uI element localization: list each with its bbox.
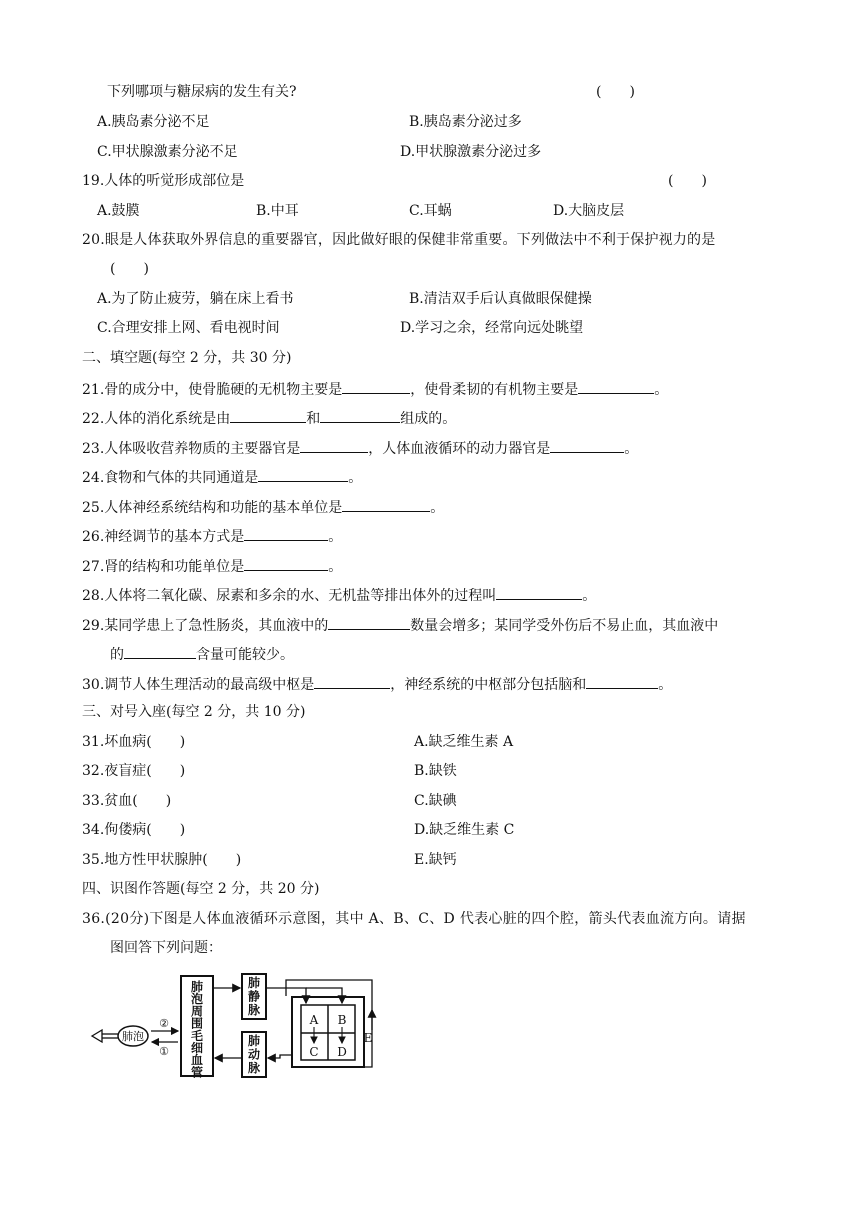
exchange-arrow-icon (92, 1030, 118, 1042)
q18-stem: 下列哪项与糖尿病的发生有关? (107, 84, 297, 100)
q19-stem: 19.人体的听觉形成部位是 (82, 173, 245, 189)
q21-text-1: 21.骨的成分中，使骨脆硬的无机物主要是 (82, 382, 343, 398)
q29-line-1 (82, 614, 718, 636)
q20-option-b: B.清洁双手后认真做眼保健操 (409, 291, 592, 307)
q22-text-2: 和 (306, 411, 321, 427)
capillary-char-4: 毛 (190, 1028, 204, 1043)
match-left-31: 31.坏血病( ) (82, 734, 186, 750)
q29-blank-1[interactable] (328, 614, 410, 630)
q20-answer-paren: ( ) (110, 261, 149, 277)
q19-option-d: D.大脑皮层 (553, 203, 625, 219)
pulmonary-vein-char-2: 脉 (247, 1003, 261, 1017)
q19-option-b: B.中耳 (256, 203, 299, 219)
q30-text-3: 。 (658, 677, 673, 693)
chamber-a: A (309, 1013, 319, 1027)
q30-text-2: ，神经系统的中枢部分包括脑和 (390, 677, 587, 693)
q30 (82, 673, 672, 695)
q26-text-2: 。 (328, 529, 343, 545)
q22-blank-1[interactable] (230, 407, 306, 423)
capillary-char-0: 肺 (190, 980, 204, 994)
blood-circulation-diagram (80, 970, 390, 1080)
q22 (82, 407, 456, 429)
pulmonary-artery-label (248, 1033, 261, 1075)
chamber-d: D (337, 1045, 347, 1059)
q27-text-2: 。 (328, 559, 343, 575)
q36-line-2: 图回答下列问题： (110, 940, 222, 956)
q21-blank-1[interactable] (342, 378, 410, 394)
arrow-2-label: ② (159, 1017, 169, 1030)
match-left-33: 33.贫血( ) (82, 793, 172, 809)
q21-text-2: ，使骨柔韧的有机物主要是 (410, 382, 579, 398)
q29-text-2: 数量会增多；某同学受外伤后不易止血，其血液中 (410, 618, 719, 634)
q21-text-3: 。 (654, 382, 669, 398)
pulmonary-vein-char-0: 肺 (247, 976, 261, 990)
q27-text-1: 27.肾的结构和功能单位是 (82, 559, 245, 575)
q18-option-d: D.甲状腺激素分泌过多 (400, 144, 542, 160)
loop-e (286, 980, 372, 1067)
q20-option-a: A.为了防止疲劳，躺在床上看书 (97, 291, 294, 307)
match-left-35: 35.地方性甲状腺肿( ) (82, 852, 242, 868)
q26-blank-1[interactable] (244, 525, 328, 541)
match-left-34: 34.佝偻病( ) (82, 822, 186, 838)
q28-text-1: 28.人体将二氧化碳、尿素和多余的水、无机盐等排出体外的过程叫 (82, 588, 497, 604)
match-right-d: D.缺乏维生素 C (414, 822, 515, 838)
q27-blank-1[interactable] (244, 555, 328, 571)
q29-line-2 (110, 643, 294, 665)
match-right-b: B.缺铁 (414, 763, 457, 779)
q29-text-4: 含量可能较少。 (196, 647, 294, 663)
q28-text-2: 。 (582, 588, 597, 604)
q28 (82, 584, 596, 606)
match-right-a: A.缺乏维生素 A (414, 734, 514, 750)
arrow-1-label: ① (159, 1045, 169, 1058)
q23 (82, 437, 638, 459)
capillary-char-7: 管 (190, 1065, 204, 1080)
q25 (82, 496, 444, 518)
q22-text-1: 22.人体的消化系统是由 (82, 411, 231, 427)
q26-text-1: 26.神经调节的基本方式是 (82, 529, 245, 545)
q36-line-1: 36.(20分)下图是人体血液循环示意图，其中 A、B、C、D 代表心脏的四个腔，箭头代表血流方向。请据 (82, 911, 746, 927)
pulmonary-artery-char-1: 动 (247, 1047, 261, 1062)
chamber-c: C (309, 1045, 319, 1059)
pulmonary-artery-char-0: 肺 (247, 1034, 261, 1048)
capillary-char-5: 细 (190, 1041, 204, 1055)
q27 (82, 555, 342, 577)
q24-text-1: 24.食物和气体的共同通道是 (82, 470, 259, 486)
q24 (82, 466, 362, 488)
capillary-char-6: 血 (190, 1053, 204, 1068)
q20-stem: 20.眼是人体获取外界信息的重要器官，因此做好眼的保健非常重要。下列做法中不利于保护视力的是 (82, 232, 716, 248)
heart-to-artery-arrow (268, 1055, 292, 1058)
match-right-c: C.缺碘 (414, 793, 457, 809)
label-e: E (363, 1031, 373, 1045)
q29-text-3: 的 (110, 647, 124, 663)
q30-blank-1[interactable] (314, 673, 390, 689)
match-right-e: E.缺钙 (414, 852, 457, 868)
q23-blank-2[interactable] (550, 437, 624, 453)
q22-text-3: 组成的。 (400, 411, 457, 427)
q23-text-1: 23.人体吸收营养物质的主要器官是 (82, 441, 301, 457)
capillary-char-3: 围 (190, 1016, 204, 1031)
alveolus-label: 肺泡 (122, 1030, 144, 1043)
q19-option-a: A.鼓膜 (97, 203, 140, 219)
q22-blank-2[interactable] (320, 407, 400, 423)
q19-answer-paren: ( ) (668, 173, 707, 189)
q18-option-b: B.胰岛素分泌过多 (409, 114, 522, 130)
capillary-char-1: 泡 (190, 992, 204, 1007)
q29-blank-2[interactable] (124, 643, 196, 659)
q23-text-2: ，人体血液循环的动力器官是 (368, 441, 551, 457)
section-3-title: 三、对号入座(每空 2 分，共 10 分) (82, 704, 306, 720)
q18-answer-paren: ( ) (596, 84, 635, 100)
section-2-title: 二、填空题(每空 2 分，共 30 分) (82, 350, 292, 366)
q25-text-2: 。 (430, 500, 445, 516)
chamber-b: B (337, 1013, 347, 1027)
q28-blank-1[interactable] (496, 584, 582, 600)
q21-blank-2[interactable] (578, 378, 654, 394)
capillary-label (191, 979, 203, 1079)
q23-blank-1[interactable] (300, 437, 368, 453)
q18-option-c: C.甲状腺激素分泌不足 (97, 144, 238, 160)
match-left-32: 32.夜盲症( ) (82, 763, 186, 779)
q21 (82, 378, 668, 400)
q30-text-1: 30.调节人体生理活动的最高级中枢是 (82, 677, 315, 693)
pulmonary-vein-char-1: 静 (247, 989, 261, 1004)
q20-option-d: D.学习之余，经常向远处眺望 (400, 320, 584, 336)
q29-text-1: 29.某同学患上了急性肠炎，其血液中的 (82, 618, 329, 634)
pulmonary-vein-label (248, 975, 261, 1017)
q24-blank-1[interactable] (258, 466, 348, 482)
q25-blank-1[interactable] (342, 496, 430, 512)
section-4-title: 四、识图作答题(每空 2 分，共 20 分) (82, 881, 320, 897)
q20-option-c: C.合理安排上网、看电视时间 (97, 320, 280, 336)
capillary-char-2: 周 (190, 1004, 204, 1019)
q18-option-a: A.胰岛素分泌不足 (97, 114, 210, 130)
q19-option-c: C.耳蜗 (409, 203, 452, 219)
q26 (82, 525, 342, 547)
pulmonary-artery-char-2: 脉 (247, 1061, 261, 1075)
q24-text-2: 。 (348, 470, 363, 486)
q25-text-1: 25.人体神经系统结构和功能的基本单位是 (82, 500, 343, 516)
q23-text-3: 。 (624, 441, 639, 457)
q30-blank-2[interactable] (586, 673, 658, 689)
